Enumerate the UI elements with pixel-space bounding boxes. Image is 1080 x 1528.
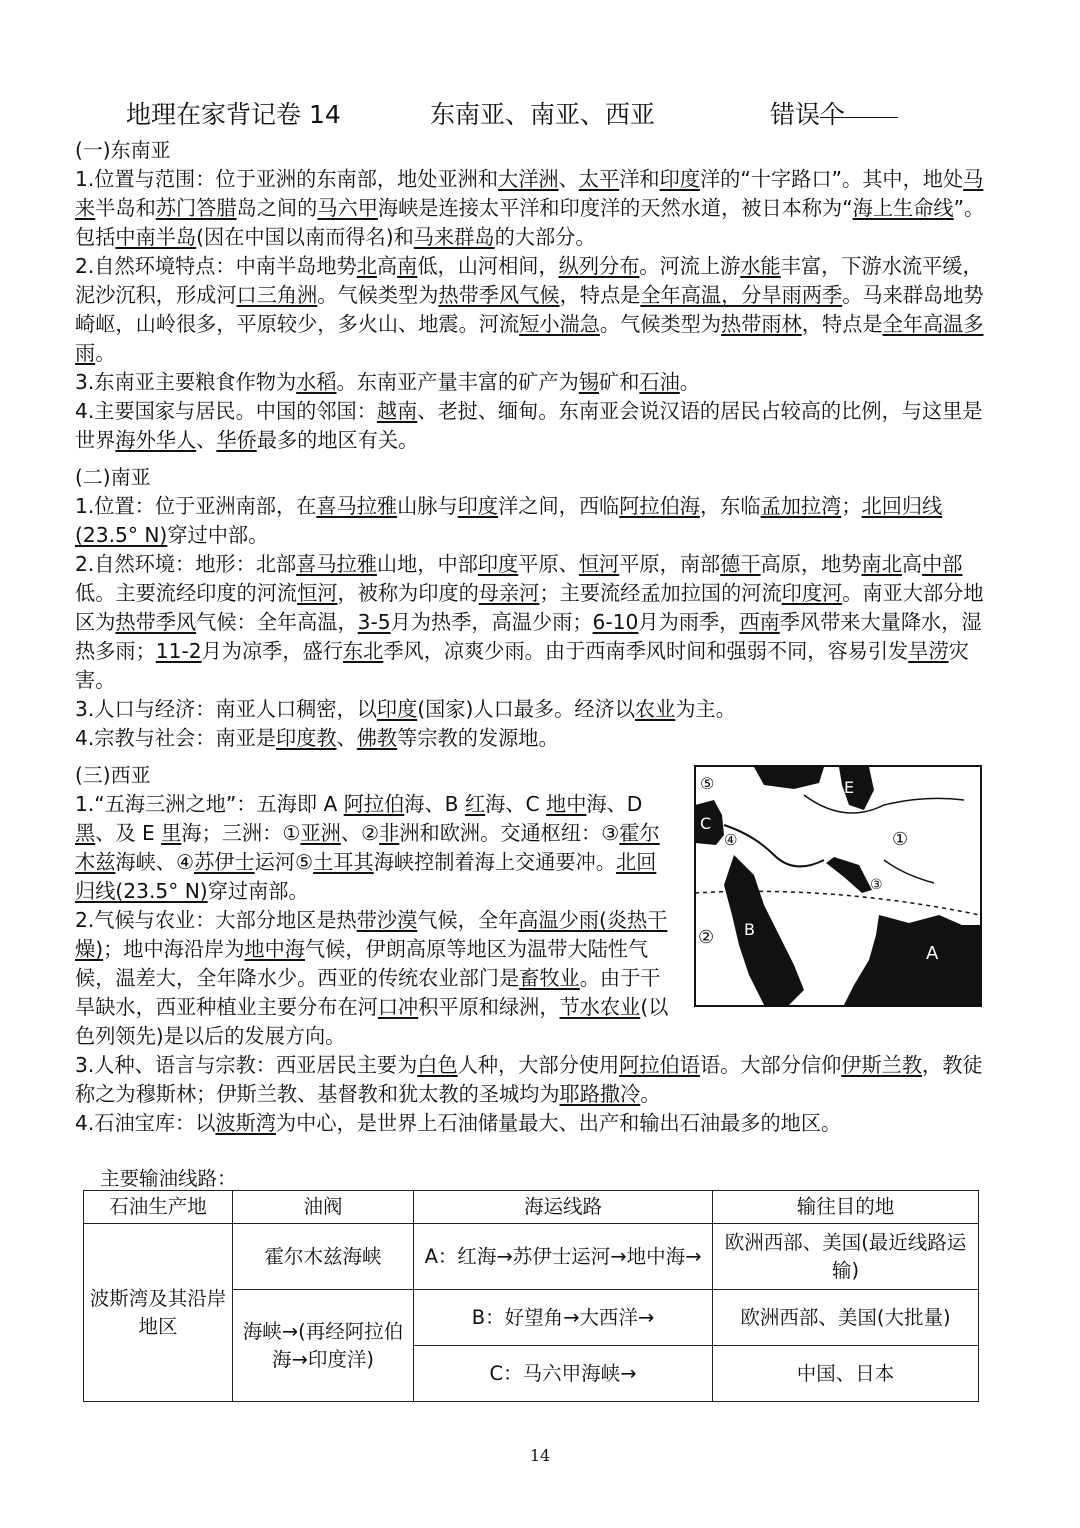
answer-text: 节水农业 [559, 995, 641, 1019]
text-run: 平原，南部 [619, 552, 721, 576]
answer-text: 里 [161, 821, 182, 845]
paragraph [75, 724, 987, 753]
text-run: 气候，全年 [417, 908, 519, 932]
text-run: 平原、 [518, 552, 579, 576]
text-run: 低。主要流经印度的河流 [75, 581, 298, 605]
answer-text: 印度 [659, 167, 700, 191]
text-run: 1.位置与范围：位于亚洲的东南部，地处亚洲和 [75, 167, 499, 191]
worksheet-title: 地理在家背记卷 14 [126, 100, 341, 129]
text-run: 海；三洲：① [181, 821, 301, 845]
text-run: 月为凉季，盛行 [201, 639, 343, 663]
text-run: 。南亚大部分地区为 [75, 581, 984, 634]
text-run: 矿和 [599, 370, 640, 394]
paragraph [75, 1051, 987, 1109]
col-header: 石油生产地 [84, 1191, 233, 1224]
text-run: 海、B [404, 792, 465, 816]
map-label-b: B [744, 920, 755, 939]
map-label-4: ④ [724, 831, 738, 849]
text-run: 4.宗教与社会：南亚是 [75, 726, 276, 750]
text-run: ，教徒称之为穆斯林；伊斯兰教、基督教和犹太教的圣城均为 [75, 1053, 983, 1106]
answer-text: 全年高温多雨 [75, 312, 984, 365]
oil-route-heading: 主要输油线路： [100, 1167, 237, 1190]
page-number: 14 [529, 1446, 551, 1465]
route-cell: C：马六甲海峡→ [414, 1346, 713, 1402]
answer-text: 中部 [922, 552, 963, 576]
answer-text: 印度教 [275, 726, 337, 750]
text-run: 洋的“十字路口”。其中，地处 [699, 167, 964, 191]
answer-text: 佛教 [356, 726, 398, 750]
text-run: 等宗教的发源地。 [397, 726, 559, 750]
text-run: ； [841, 494, 862, 518]
section-title-west-asia: (三)西亚 [75, 763, 151, 787]
answer-text: 3-5 [357, 610, 391, 634]
text-run: 。河流上游 [639, 254, 741, 278]
answer-text: 东北 [342, 639, 384, 663]
west-asia-text [75, 761, 675, 1051]
text-run: 。马来群岛地势崎岖，山岭很多，平原较少，多火山、地震。河流 [75, 283, 984, 336]
text-run: 、老挝、缅甸。东南亚会说汉语的居民占较高的比例，与这里是世界 [75, 399, 983, 452]
section-title-southeast-asia: (一)东南亚 [75, 138, 171, 162]
answer-text: 石油 [639, 370, 680, 394]
text-run: 海、D [586, 792, 643, 816]
text-run: 岛之间的 [236, 196, 318, 220]
route-cell: B：好望角→大西洋→ [414, 1290, 713, 1346]
text-run: 季风带来大量降水，湿热多雨； [75, 610, 982, 663]
route-cell: A：红海→苏伊士运河→地中海→ [414, 1224, 713, 1290]
south-asia-body [75, 492, 987, 753]
answer-text: 畜牧业 [519, 966, 580, 990]
answer-text: 波斯湾 [215, 1111, 276, 1135]
answer-text: 北回归线(23.5° N) [75, 494, 943, 547]
text-run: 洲和欧洲。交通枢纽：③ [399, 821, 620, 845]
text-run: 海峡控制着海上交通要冲。 [373, 850, 616, 874]
text-run: 的大部分。 [494, 225, 596, 249]
text-run: 半岛和 [95, 196, 156, 220]
text-run: 4.石油宝库：以 [75, 1111, 216, 1135]
answer-text: 热带季风 [115, 610, 197, 634]
text-run: 1.“五海三洲之地”：五海即 A [75, 792, 344, 816]
map-label-3: ③ [870, 877, 883, 893]
text-run: 2.自然环境：地形：北部 [75, 552, 297, 576]
west-asia-body [75, 790, 675, 1051]
paragraph [75, 368, 987, 397]
text-run: ，特点是 [801, 312, 883, 336]
answer-text: 口三角洲 [236, 283, 318, 307]
text-run: ”。包括 [75, 196, 985, 249]
text-run: 、② [340, 821, 380, 845]
answer-text: 耶路撒冷 [559, 1082, 641, 1106]
destination-cell: 欧洲西部、美国(大批量) [713, 1290, 979, 1346]
text-run: 高 [376, 254, 398, 278]
answer-text: 旱涝 [908, 639, 949, 663]
text-run: 气候，伊朗高原等地区为温带大陆性气候，温差大，全年降水少。西亚的传统农业部门是 [75, 937, 649, 990]
destination-cell: 中国、日本 [713, 1346, 979, 1402]
answer-text: 马来 [75, 167, 984, 220]
paragraph [75, 790, 675, 906]
text-run: 月为雨季， [638, 610, 740, 634]
west-asia-map [694, 765, 982, 1007]
text-run: 、 [558, 167, 579, 191]
answer-text: 中南半岛 [115, 225, 197, 249]
text-run: 运河⑤ [254, 850, 314, 874]
paragraph [75, 550, 987, 695]
text-run: 高原，地势 [760, 552, 862, 576]
answer-text: 高温少雨(炎热干燥) [75, 908, 668, 961]
text-run: 、及 E [95, 821, 162, 845]
answer-text: 印度 [457, 494, 499, 518]
answer-text: 喜马拉雅 [316, 494, 398, 518]
text-run: 最多的地区有关。 [256, 428, 419, 452]
text-run: 月为热季，高温少雨； [390, 610, 593, 634]
answer-text: 全年高温，分旱雨两季 [640, 283, 843, 307]
text-run: 。东南亚产量丰富的矿产为 [336, 370, 579, 394]
answer-text: 越南 [376, 399, 418, 423]
text-run: 。气候类型为 [599, 312, 722, 336]
text-run: 洋和 [619, 167, 660, 191]
answer-text: 地中 [546, 792, 587, 816]
answer-text: 伊斯兰教 [841, 1053, 923, 1077]
paragraph [75, 695, 987, 724]
text-run: 海峡是连接太平洋和印度洋的天然水道，被日本称为“ [377, 196, 853, 220]
text-run: 丰富，下游水流平缓，泥沙沉积，形成河 [75, 254, 983, 307]
answer-text: 短小湍急 [519, 312, 600, 336]
text-run: (国家)人口最多。经济以 [417, 697, 635, 721]
answer-text: 海外华人 [115, 428, 197, 452]
answer-text: 德干 [720, 552, 761, 576]
error-count [770, 95, 845, 131]
text-run: 3.人种、语言与宗教：西亚居民主要为 [75, 1053, 418, 1077]
answer-text: 黑 [75, 821, 96, 845]
answer-text: 亚洲 [300, 821, 341, 845]
west-asia-body-2 [75, 1051, 987, 1138]
text-run: ，特点是 [559, 283, 641, 307]
map-label-c: C [700, 814, 712, 833]
text-run: 低，山河相间， [417, 254, 559, 278]
paragraph [75, 397, 987, 455]
answer-text: 印度 [477, 552, 519, 576]
text-run: 。由于干旱缺水，西亚种植业主要分布在河 [75, 966, 661, 1019]
answer-text: 马六甲 [317, 196, 378, 220]
map-label-2: ② [698, 927, 715, 948]
text-run: 语。大部分信仰 [699, 1053, 842, 1077]
answer-text: 纵列分布 [558, 254, 640, 278]
text-run: 。 [95, 341, 116, 365]
text-run: 2.气候与农业：大部分地区是热 [75, 908, 357, 932]
col-header: 输往目的地 [713, 1191, 979, 1224]
answer-text: 苏门答腊 [155, 196, 237, 220]
map-label-a: A [926, 943, 939, 964]
text-run: 海峡、④ [115, 850, 195, 874]
text-run: 积平原和绿洲， [418, 995, 560, 1019]
text-run: ，被称为印度的 [337, 581, 479, 605]
text-run: 、 [196, 428, 217, 452]
answer-text: 阿拉伯语 [619, 1053, 700, 1077]
text-run: 。 [679, 370, 700, 394]
answer-text: 锡 [578, 370, 599, 394]
answer-text: 印度 [376, 697, 418, 721]
destination-cell: 欧洲西部、美国(最近线路运输) [713, 1224, 979, 1290]
answer-text: 口冲 [377, 995, 419, 1019]
answer-text: 11-2 [155, 639, 202, 663]
text-run: 3.人口与经济：南亚人口稠密，以 [75, 697, 377, 721]
answer-text: 6-10 [592, 610, 639, 634]
answer-text: 太平 [578, 167, 620, 191]
map-label-e: E [844, 778, 855, 797]
paragraph [75, 252, 987, 368]
answer-text: 喜马拉雅 [296, 552, 377, 576]
answer-text: 大洋洲 [498, 167, 559, 191]
col-header: 油阀 [233, 1191, 414, 1224]
text-run: 为主。 [675, 697, 736, 721]
col-header: 海运线路 [414, 1191, 713, 1224]
text-run: (因在中国以南而得名)和 [196, 225, 414, 249]
text-run: 。 [640, 1082, 661, 1106]
text-run: 灾害。 [75, 639, 969, 692]
topic-title: 东南亚、南亚、西亚 [430, 100, 656, 129]
error-unit: 个 [820, 100, 846, 129]
answer-text: 水能 [740, 254, 781, 278]
text-run: 山脉与 [397, 494, 458, 518]
text-run: 3.东南亚主要粮食作物为 [75, 370, 297, 394]
answer-text: 母亲河 [478, 581, 540, 605]
answer-text: 南北 [861, 552, 902, 576]
answer-text: 阿拉伯海 [619, 494, 700, 518]
oil-route-table [83, 1190, 979, 1402]
text-run: 季风，凉爽少雨。由于西南季风时间和强弱不同，容易引发 [383, 639, 909, 663]
answer-text: 恒河 [578, 552, 620, 576]
text-run: 穿过南部。 [207, 879, 309, 903]
paragraph [75, 165, 987, 252]
answer-text: 南 [397, 254, 418, 278]
text-run: 高 [901, 552, 923, 576]
paragraph [75, 906, 675, 1051]
text-run: 、 [336, 726, 357, 750]
answer-text: 非 [379, 821, 400, 845]
text-run: 4.主要国家与居民。中国的邻国： [75, 399, 377, 423]
answer-text: 北回归线(23.5° N) [75, 850, 657, 903]
text-run: 穿过中部。 [167, 523, 269, 547]
answer-text: 水稻 [296, 370, 337, 394]
text-run: 为中心，是世界上石油储量最大、出产和输出石油最多的地区。 [275, 1111, 842, 1135]
map-label-5: ⑤ [700, 774, 715, 793]
error-label: 错误 [770, 100, 821, 129]
map-label-1: ① [892, 829, 909, 850]
answer-text: 北 [356, 254, 377, 278]
southeast-asia-body [75, 165, 987, 455]
answer-text: 印度河 [781, 581, 843, 605]
text-run: (以色列领先)是以后的发展方向。 [75, 995, 669, 1048]
chokepoint-cell: 海峡→(再经阿拉伯海→印度洋) [233, 1290, 414, 1402]
paragraph [75, 1109, 987, 1138]
text-run: 山地，中部 [376, 552, 478, 576]
answer-text: 农业 [634, 697, 676, 721]
text-run: 海、C [485, 792, 547, 816]
content [75, 136, 987, 1138]
answer-text: 热带雨林 [721, 312, 802, 336]
answer-text: 海上生命线 [852, 196, 954, 220]
chokepoint-cell: 霍尔木兹海峡 [233, 1224, 414, 1290]
answer-text: 华侨 [216, 428, 257, 452]
text-run: 。气候类型为 [317, 283, 439, 307]
answer-text: 西南 [739, 610, 780, 634]
answer-text: 热带季风气候 [438, 283, 560, 307]
paragraph [75, 492, 987, 550]
answer-text: 马来群岛 [413, 225, 495, 249]
text-run: 2.自然环境特点：中南半岛地势 [75, 254, 357, 278]
answer-text: 恒河 [297, 581, 338, 605]
section-title-south-asia: (二)南亚 [75, 465, 151, 489]
answer-text: 孟加拉湾 [760, 494, 842, 518]
answer-text: 霍尔木兹 [75, 821, 660, 874]
text-run: ，东临 [699, 494, 761, 518]
text-run: ；主要流经孟加拉国的河流 [539, 581, 782, 605]
answer-text: 白色 [417, 1053, 458, 1077]
answer-text: 地中海 [244, 937, 305, 961]
error-blank[interactable] [820, 95, 898, 118]
text-run: 1.位置：位于亚洲南部，在 [75, 494, 317, 518]
answer-text: 带沙漠 [356, 908, 418, 932]
text-run: 人种，大部分使用 [457, 1053, 620, 1077]
answer-text: 土耳其 [313, 850, 374, 874]
text-run: 洋之间，西临 [498, 494, 620, 518]
west-asia-section [75, 761, 987, 1051]
text-run: ；地中海沿岸为 [103, 937, 245, 961]
header [0, 95, 1080, 131]
text-run: 气候：全年高温， [196, 610, 358, 634]
answer-text: 苏伊士 [194, 850, 255, 874]
answer-text: 红 [464, 792, 486, 816]
origin-cell: 波斯湾及其沿岸地区 [84, 1224, 233, 1402]
answer-text: 阿拉伯 [343, 792, 405, 816]
